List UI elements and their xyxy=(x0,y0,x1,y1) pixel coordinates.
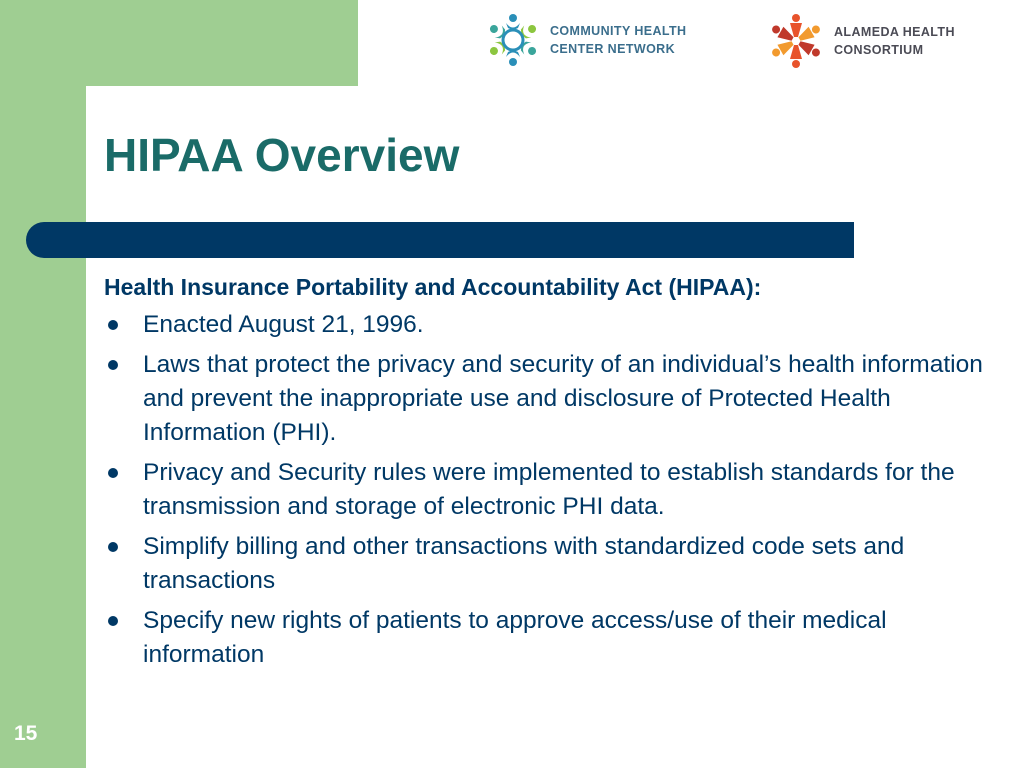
bullet-item xyxy=(104,456,994,524)
bullet-dot-icon xyxy=(108,616,118,626)
slide-content xyxy=(104,270,994,678)
bullet-text: Privacy and Security rules were implemented to establish standards for the transmission and storage of electronic PHI data. xyxy=(143,459,955,520)
ahc-star-people-logo-icon xyxy=(768,12,824,70)
ahc-logo-line2: CONSORTIUM xyxy=(834,43,924,57)
ahc-logo-text xyxy=(834,23,955,59)
ahc-logo xyxy=(768,12,955,70)
title-underline-bar xyxy=(26,222,854,258)
green-side-frame xyxy=(0,0,86,768)
page-number: 15 xyxy=(14,722,38,745)
chcn-logo xyxy=(486,12,686,68)
slide-title: HIPAA Overview xyxy=(104,129,460,181)
bullet-dot-icon xyxy=(108,468,118,478)
bullet-text: Enacted August 21, 1996. xyxy=(143,311,424,338)
bullet-dot-icon xyxy=(108,320,118,330)
chcn-logo-line1: COMMUNITY HEALTH xyxy=(550,24,687,38)
chcn-circle-people-logo-icon xyxy=(486,12,540,68)
chcn-logo-line2: CENTER NETWORK xyxy=(550,42,676,56)
bullet-dot-icon xyxy=(108,360,118,370)
ahc-logo-line1: ALAMEDA HEALTH xyxy=(834,25,955,39)
green-top-frame xyxy=(0,0,358,86)
bullet-text: Specify new rights of patients to approve access/use of their medical information xyxy=(143,607,887,668)
bullet-text: Laws that protect the privacy and security of an individual’s health information and prevent the inappropriate use and disclosure of Protected Health Information (PHI). xyxy=(143,351,983,446)
bullet-item xyxy=(104,308,994,342)
bullet-dot-icon xyxy=(108,542,118,552)
bullet-item xyxy=(104,348,994,450)
chcn-logo-text xyxy=(550,22,686,58)
bullet-text: Simplify billing and other transactions with standardized code sets and transactions xyxy=(143,533,905,594)
content-subtitle: Health Insurance Portability and Accountability Act (HIPAA): xyxy=(104,274,762,300)
bullet-list xyxy=(104,308,994,672)
bullet-item xyxy=(104,530,994,598)
bullet-item xyxy=(104,604,994,672)
